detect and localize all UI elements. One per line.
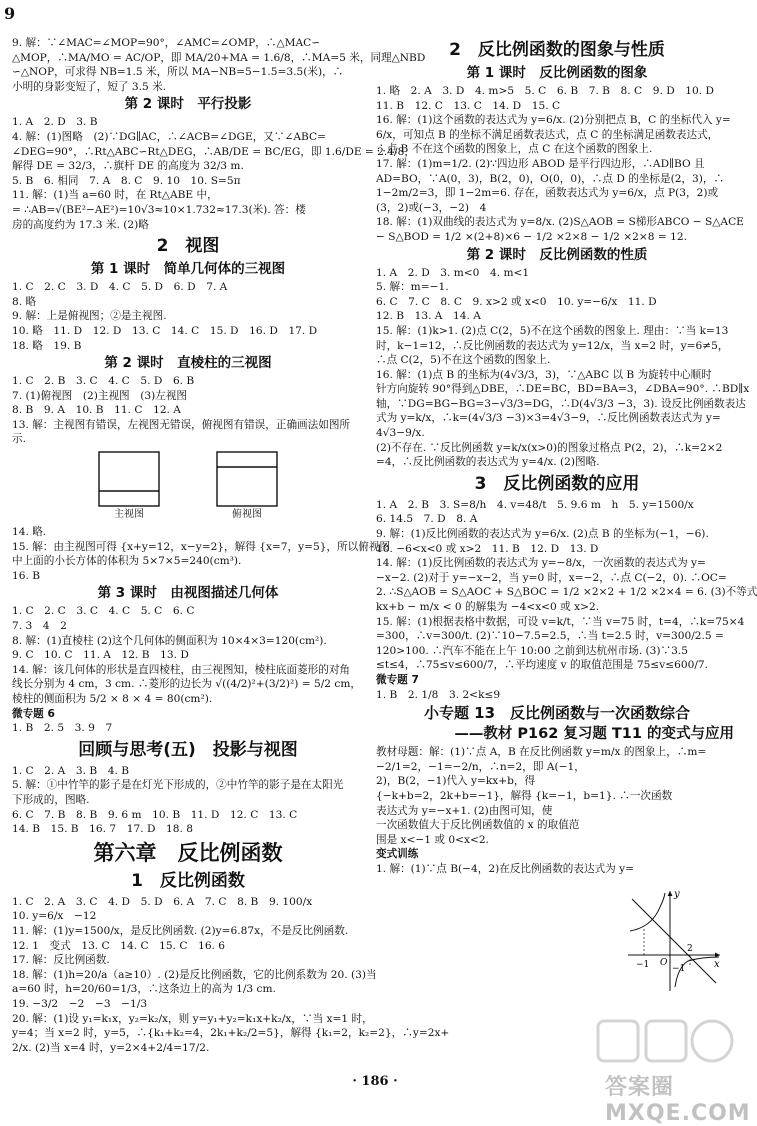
answer-line: =4，∴反比例函数的表达式为 y=4/x. (2)图略. bbox=[376, 456, 600, 469]
answer-line: △MOP，∴MA/MO = AC/OP，即 MA/20+MA = 1.6/8，∴MA=5 米，同理△NBD bbox=[12, 51, 426, 64]
answer-line: 1. 解：(1)∵点 B(−4，2)在反比例函数的表达式为 y= bbox=[376, 862, 634, 875]
answer-line: 1. A 2. D 3. B bbox=[12, 116, 98, 129]
answer-line: 6. 14.5 7. D 8. A bbox=[376, 513, 478, 526]
answer-line: 房的高度约为 17.3 米. (2)略 bbox=[12, 218, 149, 231]
lesson-heading: 第 2 课时 反比例函数的性质 bbox=[466, 246, 648, 263]
answer-line: 1. C 2. A 3. B 4. B bbox=[12, 764, 130, 777]
answer-line: kx+b − m/x < 0 的解集为 −4<x<0 或 x>2. bbox=[376, 601, 600, 613]
answer-line: 示. bbox=[12, 433, 26, 446]
answer-line: 4√3−9/x. bbox=[376, 427, 425, 440]
answer-line: 9. 解：上是俯视图；②是主视图. bbox=[12, 310, 167, 323]
answer-line: 6/x，可知点 B 的坐标不满足函数表达式，点 C 的坐标满足函数表达式， bbox=[376, 128, 719, 141]
topic-label: 微专题 7 bbox=[376, 673, 419, 686]
answer-line: 针方向旋转 90°得到△DBE，∴DE=BC，BD=BA=3，∠DBA=90°. ∴BD∥x bbox=[376, 383, 750, 396]
y-label: y bbox=[674, 889, 680, 900]
section-heading: 2 视图 bbox=[156, 236, 220, 257]
tick-neg-one-y: −1 bbox=[672, 964, 686, 974]
answer-line: 1. A 2. B 3. S=8/h 4. v=48/t 5. 9.6 m h 5. y=1500/x bbox=[376, 498, 694, 511]
answer-line: 14. B 15. B 16. 7 17. D 18. 8 bbox=[12, 823, 193, 836]
answer-line: 10. 略 11. D 12. D 13. C 14. C 15. D 16. D 17. D bbox=[12, 324, 318, 337]
answer-line: 轴，∵DG=BG−BG=3−√3/3=DG，∴D(4√3/3 −3，3). 设反比例函数表达 bbox=[376, 397, 746, 410]
answer-line: 16. B bbox=[12, 569, 40, 582]
front-view-caption: 主视图 bbox=[114, 509, 144, 521]
lesson-heading: 第 2 课时 平行投影 bbox=[124, 96, 252, 113]
answer-line: 10. −6<x<0 或 x>2 11. B 12. D 13. D bbox=[376, 542, 599, 555]
answer-line: 20. 解：(1)设 y₁=k₁x，y₂=k₂/x，则 y=y₁+y₂=k₁x+k₂/x，∵当 x=1 时， bbox=[12, 1012, 373, 1025]
topic-label: 变式训练 bbox=[376, 848, 419, 861]
answer-line: = ∴AB=√(BE²−AE²)=10√3≈10×1.732≈17.3(米). 答：楼 bbox=[12, 203, 306, 216]
answer-line: 5. B 6. 相同 7. A 8. C 9. 10 10. S=5π bbox=[12, 174, 241, 187]
answer-line: 表达式为 y=−x+1. (2)由图可知，使 bbox=[376, 804, 553, 817]
answer-line: 9. 解：∵∠MAC=∠MOP=90°，∠AMC=∠OMP，∴△MAC∽ bbox=[12, 37, 321, 49]
answer-line: 18. 略 19. B bbox=[12, 339, 82, 352]
answer-line: 解得 DE = 32/3，∴旗杆 DE 的高度为 32/3 m. bbox=[12, 160, 244, 173]
answer-line: a=60 时，h=20/60=1/3，∴这条边上的高为 1/3 cm. bbox=[12, 983, 276, 996]
answer-line: 1. C 2. B 3. C 4. C 5. D 6. B bbox=[12, 375, 195, 388]
answer-line: 1. C 2. C 3. D 4. C 5. D 6. D 7. A bbox=[12, 281, 228, 294]
answer-line: ∠DEG=90°，∴Rt△ABC∽Rt△DEG，∴AB/DE = BC/EG，即 1.6/DE = 2.4/8， bbox=[12, 145, 415, 158]
answer-line: 围是 x<−1 或 0<x<2. bbox=[376, 833, 489, 846]
answer-line: 2/x. (2)当 x=4 时，y=2×4+2/4=17/2. bbox=[12, 1041, 210, 1054]
special-topic-title: 小专题 13 反比例函数与一次函数综合 bbox=[423, 704, 691, 723]
answer-line: 6. C 7. B 8. B 9. 6 m 10. B 11. D 12. C 13. C bbox=[12, 808, 298, 821]
answer-line: 16. 解：(1)点 B 的坐标为(4√3/3，3)，∵△ABC 以 B 为旋转中心顺时 bbox=[376, 368, 712, 381]
answer-line: (3，2)或(−3，−2) 4 bbox=[376, 201, 487, 214]
front-view-drawing bbox=[98, 451, 160, 507]
answer-line: 6. C 7. C 8. C 9. x>2 或 x<0 10. y=−6/x 11. D bbox=[376, 295, 657, 308]
top-view bbox=[216, 451, 278, 523]
topic-label: 微专题 6 bbox=[12, 707, 55, 720]
answer-line: 7. (1)俯视图 (2)主视图 (3)左视图 bbox=[12, 389, 188, 402]
answer-line: 一次函数值大于反比例函数值的 x 的取值范 bbox=[376, 819, 580, 832]
tick-two: 2 bbox=[687, 944, 693, 954]
answer-line: (2)不存在. ∵反比例函数 y=k/x(x>0)的图象过格点 P(2，2)，∴k=2×2 bbox=[376, 441, 723, 454]
answer-line: ≤t≤4，∴75≤v≤600/7，∴平均速度 v 的取值范围是 75≤v≤600/7. bbox=[376, 659, 709, 672]
top-view-caption: 俯视图 bbox=[232, 509, 262, 521]
answer-line: 17. 解：(1)m=1/2. (2)∵四边形 ABOD 是平行四边形，∴AD∥BO 且 bbox=[376, 157, 705, 170]
answer-line: 13. 解：主视图有错误，左视图无错误，俯视图有错误，正确画法如图所 bbox=[12, 418, 351, 431]
answer-line: 8. 略 bbox=[12, 295, 37, 308]
answer-line: 1. B 2. 5 3. 9 7 bbox=[12, 722, 113, 735]
answer-line: 11. B 12. C 13. C 14. D 15. C bbox=[376, 99, 561, 112]
answer-line: y=4；当 x=2 时，y=5，∴{k₁+k₂=4，2k₁+k₂/2=5}，解得 {k₁=2，k₂=2}，∴y=2x+ bbox=[12, 1027, 450, 1040]
corner-mark: 9 bbox=[4, 4, 16, 23]
answer-line: 2. ∴S△AOB = S△AOC + S△BOC = 1/2 ×2×2 + 1/2 ×2×4 = 6. (3)不等式 bbox=[376, 586, 757, 599]
answer-line: 中上面的小长方体的体积为 5×7×5=240(cm³). bbox=[12, 555, 242, 568]
answer-line: 5. 解：m=−1. bbox=[376, 281, 449, 294]
answer-line: 1. C 2. C 3. C 4. C 5. C 6. C bbox=[12, 605, 195, 618]
answer-line: 14. 略. bbox=[12, 526, 47, 539]
answer-line: 15. 解：(1)k>1. (2)点 C(2，5)不在这个函数的图象上. 理由：∵当 k=13 bbox=[376, 324, 729, 337]
origin-label: O bbox=[660, 958, 668, 968]
section-heading: 1 反比例函数 bbox=[131, 870, 245, 891]
answer-line: 1. B 2. 1/8 3. 2<k≤9 bbox=[376, 688, 501, 701]
answer-line: ∴点 C(2，5)不在这个函数的图象上. bbox=[376, 354, 551, 367]
answer-line: −x−2. (2)对于 y=−x−2，当 y=0 时，x=−2，∴点 C(−2，0). ∴OC= bbox=[376, 571, 727, 584]
answer-line: 120>100. ∴汽车不能在上午 10:00 之前到达杭州市场. (3)∵3.5 bbox=[376, 644, 688, 657]
answer-line: 15. 解：由主视图可得 {x+y=12，x−y=2}，解得 {x=7，y=5}，所以俯视图 bbox=[12, 540, 391, 553]
answer-line: 时，k−1=12，∴反比例函数的表达式为 y=12/x，当 x=2 时，y=6≠5， bbox=[376, 339, 729, 352]
answer-line: 1. 略 2. A 3. D 4. m>5 5. C 6. B 7. B 8. C 9. D 10. D bbox=[376, 85, 715, 97]
hyperbola-branch-left bbox=[630, 893, 665, 931]
answer-line: 18. 解：(1)双曲线的表达式为 y=8/x. (2)S△AOB = S梯形ABCO − S△ACE bbox=[376, 216, 744, 229]
answer-line: 教材母题：解：(1)∵点 A，B 在反比例函数 y=m/x 的图象上，∴m= bbox=[376, 746, 707, 759]
answer-line: 12. B 13. A 14. A bbox=[376, 310, 481, 323]
answer-line: 7. 3 4 2 bbox=[12, 620, 67, 633]
answer-line: =300，∴v=300/t. (2)∵10−7.5=2.5，∴当 t=2.5 时，v=300/2.5 = bbox=[376, 630, 724, 643]
answer-line: ∽△NOP，可求得 NB=1.5 米，所以 MA−NB=5−1.5=3.5(米)，∴ bbox=[12, 66, 344, 79]
watermark-text: 答案圈 MXQE.COM bbox=[605, 1075, 751, 1126]
answer-line: 1−2m/2=3，即 1−2m=6. 存在，函数表达式为 y=6/x，点 P(3，2)或 bbox=[376, 187, 719, 200]
answer-line: 14. 解：(1)反比例函数的表达式为 y=−8/x，一次函数的表达式为 y= bbox=[376, 557, 706, 570]
y-axis-arrow bbox=[668, 891, 673, 896]
special-topic-subtitle: ——教材 P162 复习题 T11 的变式与应用 bbox=[454, 726, 734, 743]
x-label: x bbox=[714, 959, 720, 970]
answer-line: 1. A 2. D 3. m<0 4. m<1 bbox=[376, 266, 530, 279]
chapter-heading: 第六章 反比例函数 bbox=[93, 840, 283, 865]
answer-line: 9. C 10. C 11. A 12. B 13. D bbox=[12, 649, 189, 662]
answer-line: 11. 解：(1)y=1500/x，是反比例函数. (2)y=6.87x，不是反比例函数. bbox=[12, 924, 349, 937]
lesson-heading: 第 1 课时 反比例函数的图象 bbox=[466, 65, 648, 81]
front-view bbox=[98, 451, 160, 523]
lesson-heading: 第 2 课时 直棱柱的三视图 bbox=[104, 355, 272, 372]
answer-line: 15. 解：(1)根据表格中数据，可设 v=k/t，∵当 v=75 时，t=4，∴k=75×4 bbox=[376, 615, 745, 628]
views-figure bbox=[12, 451, 364, 523]
answer-line: 19. −3/2 −2 −3 −1/3 bbox=[12, 997, 148, 1010]
right-column bbox=[376, 36, 757, 877]
answer-line: 16. 解：(1)这个函数的表达式为 y=6/x. (2)分别把点 B，C 的坐标代入 y= bbox=[376, 114, 731, 127]
answer-line: 18. 解：(1)h=20/a（a≥10）. (2)是反比例函数，它的比例系数为 20. (3)当 bbox=[12, 968, 377, 981]
answer-line: 4. 解：(1)图略 (2)∵DG∥AC，∴∠ACB=∠DGE，又∵∠ABC= bbox=[12, 130, 326, 143]
answer-line: 1. C 2. A 3. C 4. D 5. D 6. A 7. C 8. B 9. 100/x bbox=[12, 895, 313, 908]
answer-line: 小明的身影变短了，短了 3.5 米. bbox=[12, 80, 167, 93]
answer-line: − S△BOD = 1/2 ×(2+8)×6 − 1/2 ×2×8 − 1/2 ×2×8 = 12. bbox=[376, 230, 687, 243]
answer-line: 11. 解：(1)当 a=60 时，在 Rt△ABE 中， bbox=[12, 189, 218, 202]
answer-line: −2/1=2，−1=−2/n，∴n=2，即 A(−1， bbox=[376, 760, 585, 773]
answer-line: 17. 解：反比例函数. bbox=[12, 954, 110, 967]
answer-line: 式为 y=k/x，∴k=(4√3/3 −3)×3=4√3−9，∴反比例函数表达式为 y= bbox=[376, 412, 721, 425]
answer-line: {−k+b=2，2k+b=−1}，解得 {k=−1，b=1}. ∴一次函数 bbox=[376, 789, 673, 802]
answer-line: 8. B 9. A 10. B 11. C 12. A bbox=[12, 404, 181, 417]
answer-line: 棱柱的侧面积为 5/2 × 8 × 4 = 80(cm²). bbox=[12, 693, 213, 705]
section-heading: 回顾与思考(五) 投影与视图 bbox=[78, 739, 298, 760]
lesson-heading: 第 3 课时 由视图描述几何体 bbox=[97, 585, 279, 602]
answer-line: 线长分别为 4 cm，3 cm. ∴菱形的边长为 √((4/2)²+(3/2)²) = 5/2 cm， bbox=[12, 678, 361, 691]
answer-line: 10. y=6/x −12 bbox=[12, 910, 97, 923]
answer-line: 5. 解：①中竹竿的影子是在灯光下形成的，②中竹竿的影子是在太阳光 bbox=[12, 779, 344, 792]
section-heading: 2 反比例函数的图象与性质 bbox=[449, 40, 665, 60]
function-graph bbox=[624, 887, 724, 995]
answer-line: AD=BO，∵A(0，3)，B(2，0)，O(0，0)，∴点 D 的坐标是(2，3)，∴ bbox=[376, 172, 725, 185]
answer-line: 下形成的，图略. bbox=[12, 793, 90, 806]
answer-line: 12. 1 变式 13. C 14. C 15. C 16. 6 bbox=[12, 939, 226, 952]
tick-neg-one: −1 bbox=[636, 960, 650, 970]
answer-line: 2)，B(2，−1)代入 y=kx+b，得 bbox=[376, 775, 536, 788]
answer-line: 8. 解：(1)直棱柱 (2)这个几何体的侧面积为 10×4×3=120(cm²). bbox=[12, 634, 327, 647]
section-heading: 3 反比例函数的应用 bbox=[474, 473, 640, 494]
lesson-heading: 第 1 课时 简单几何体的三视图 bbox=[90, 261, 286, 278]
page-number: · 186 · bbox=[352, 1074, 398, 1089]
answer-line: ∴点 B 不在这个函数的图象上，点 C 在这个函数的图象上. bbox=[376, 143, 653, 156]
top-view-drawing bbox=[216, 451, 278, 507]
answer-line: 14. 解：该几何体的形状是直四棱柱，由三视图知，棱柱底面菱形的对角 bbox=[12, 663, 351, 676]
answer-line: 9. 解：(1)反比例函数的表达式为 y=6/x. (2)点 B 的坐标为(−1，−6). bbox=[376, 528, 709, 541]
